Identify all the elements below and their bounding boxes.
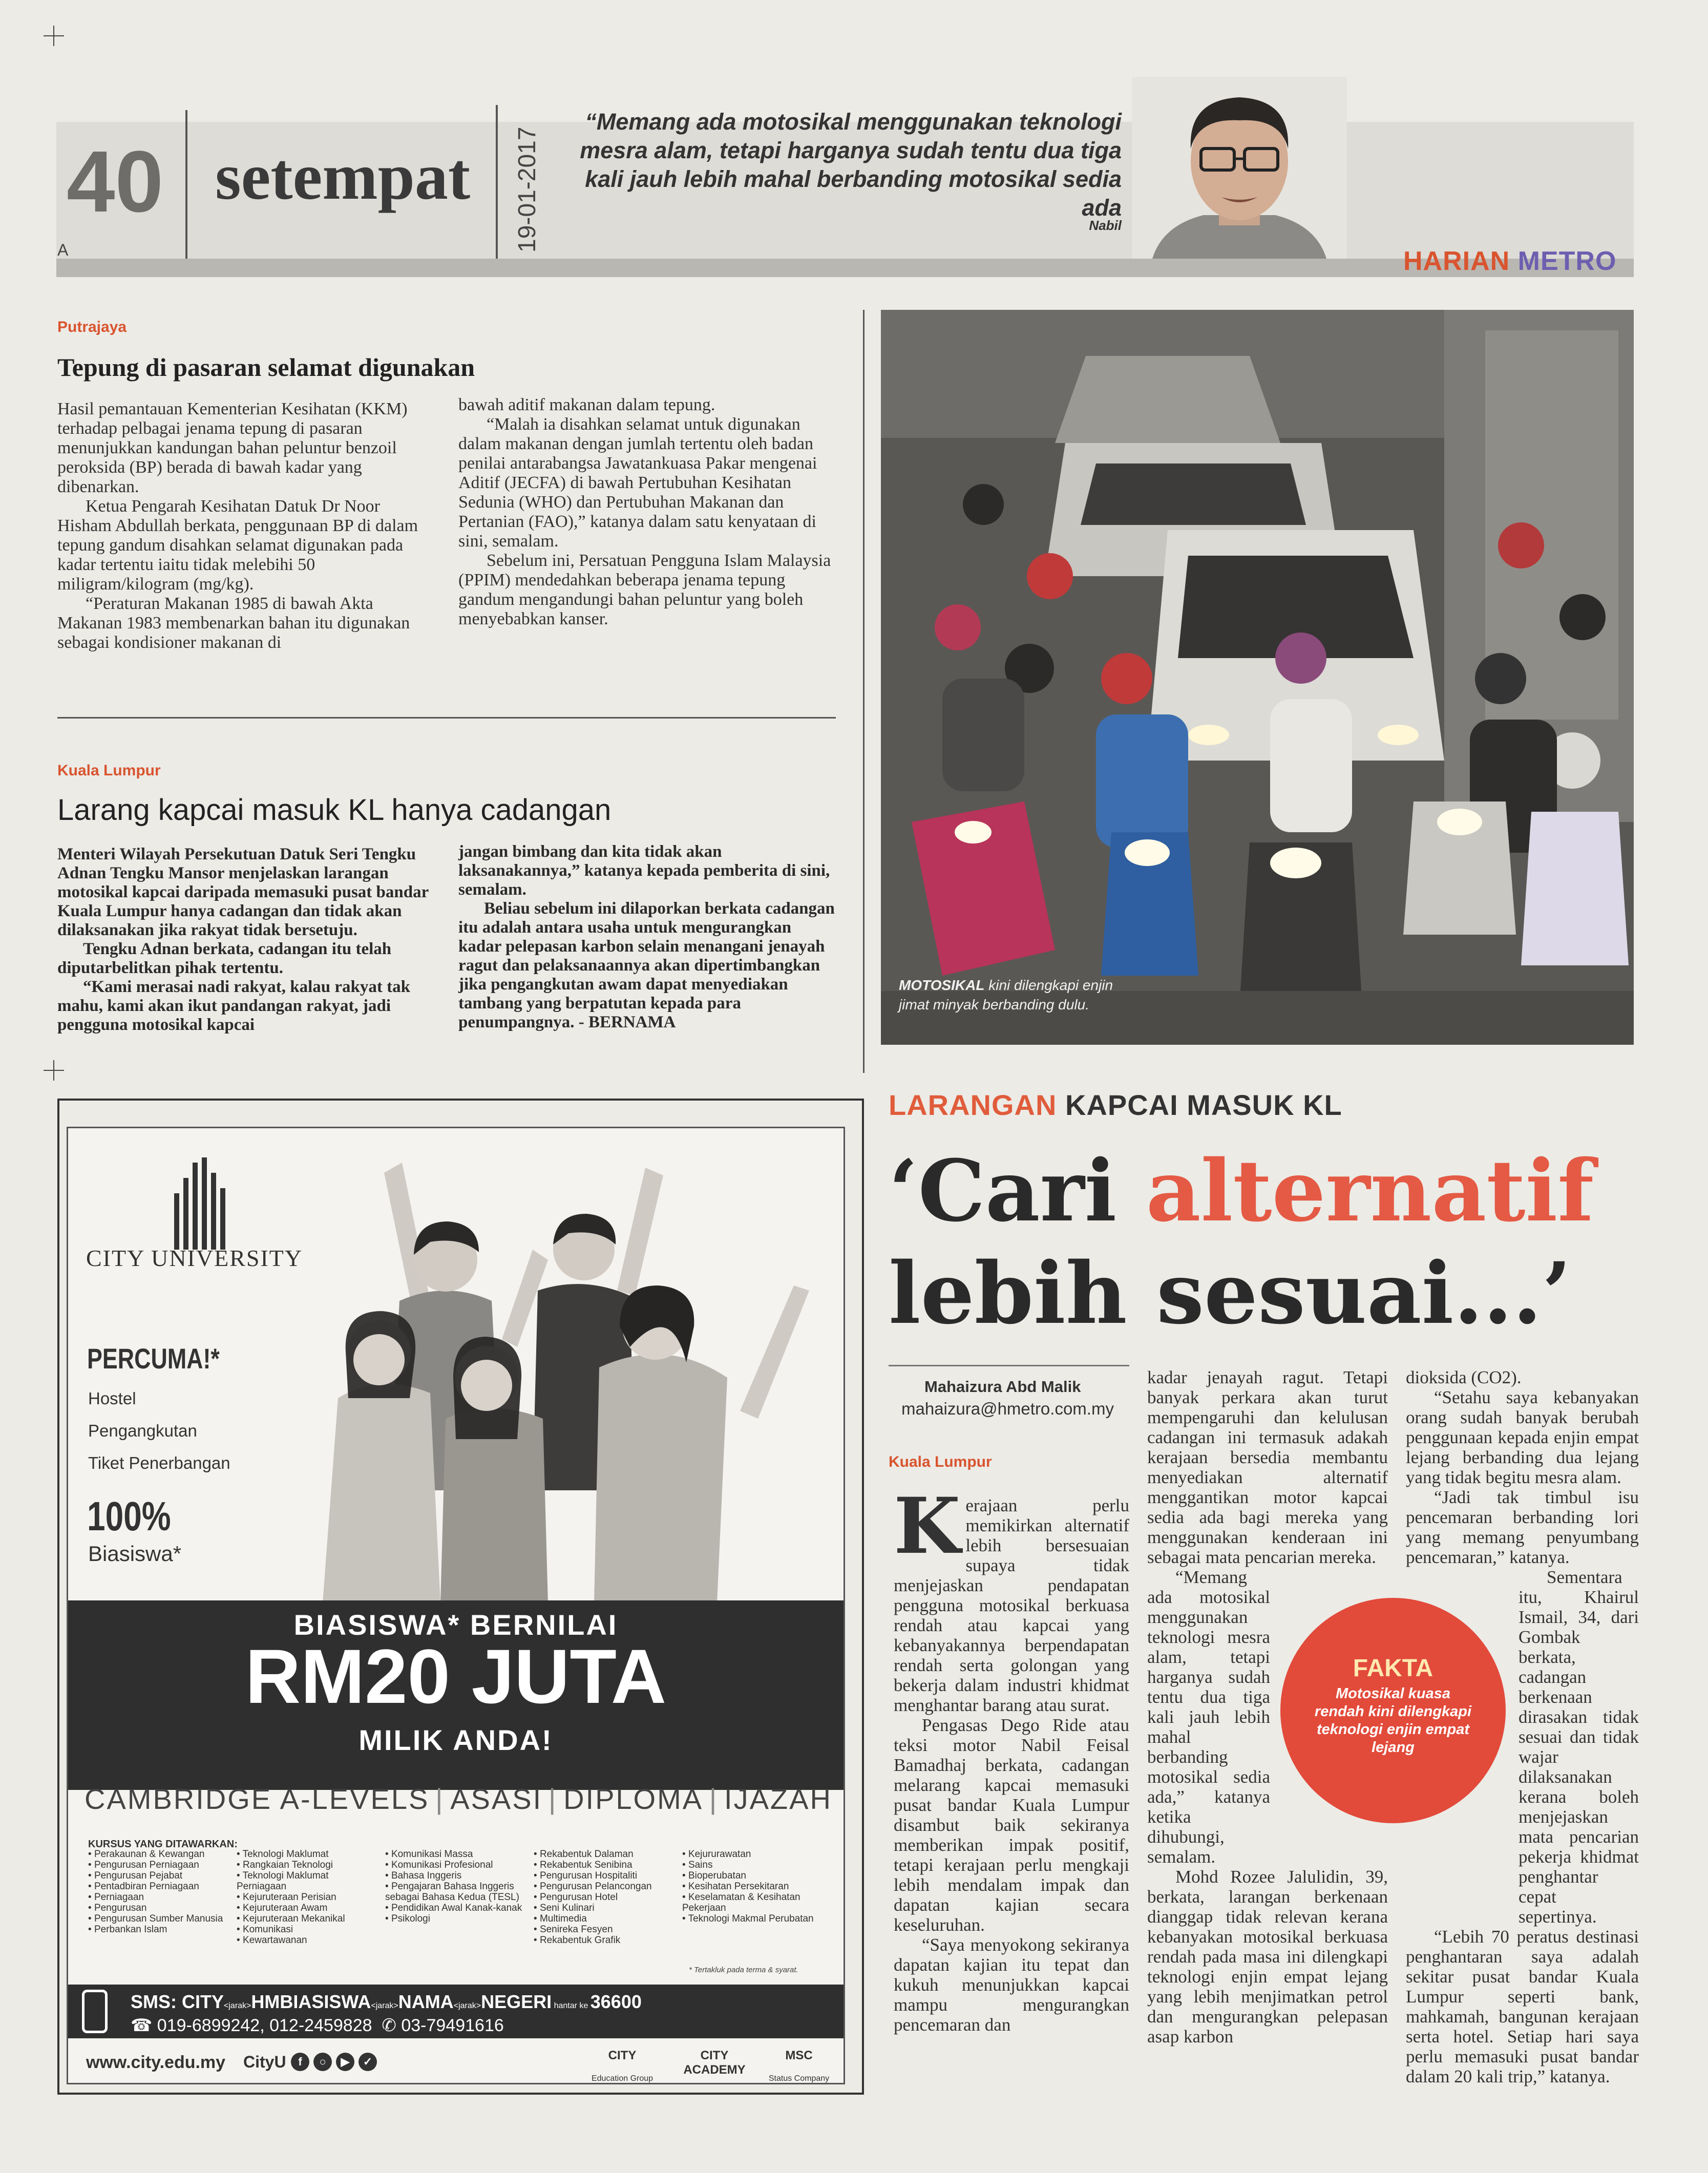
sms-number: 36600 [590, 1991, 642, 2012]
paragraph: jangan bimbang dan kita tidak akan laksanakannya,” katanya kepada pemberita di sini, semalam. [458, 842, 830, 899]
byline-email[interactable]: mahaizura@hmetro.com.my [901, 1399, 1114, 1418]
article1-headline: Tepung di pasaran selamat digunakan [57, 353, 475, 382]
paragraph [894, 1481, 1129, 1715]
paragraph: Sementara itu, Khairul Ismail, 34, dari Gombak berkata, cadangan berkenaan dirasakan tidak sesuai dan tidak wajar dilaksanakan kerana boleh menjejaskan mata pencarian pekerja khidmat penghantar cepat sepertinya. [1519, 1567, 1639, 1927]
issue-date-text: 19-01-2017 [514, 126, 541, 252]
brand-logo-harian: HARIAN [1403, 246, 1510, 276]
fakta-title: FAKTA [1353, 1655, 1433, 1682]
sms-gap: <jarak> [371, 2001, 398, 2010]
paragraph: “Jadi tak timbul isu pencemaran berbanding lori yang memang penyumbang pencemaran,” katanya. [1406, 1487, 1639, 1567]
partner-logo [671, 2049, 758, 2077]
advert-course-column [88, 1849, 226, 1935]
course-item: • Teknologi Maklumat [237, 1849, 375, 1860]
registration-mark [44, 1060, 64, 1081]
course-item: • Rekabentuk Grafik [534, 1935, 672, 1946]
paragraph: Menteri Wilayah Persekutuan Datuk Seri Tengku Adnan Tengku Mansor menjelaskan larangan motosikal kapcai daripada memasuki pusat bandar Kuala Lumpur hanya cadangan dan tidak akan dilaksanakan jika rakyat tidak bersetuju. [57, 845, 429, 939]
course-item: • Rekabentuk Dalaman [534, 1849, 672, 1860]
header-divider [496, 105, 498, 259]
traffic-photo [881, 310, 1634, 1045]
course-item: • Kejururawatan [682, 1849, 831, 1860]
brand-logo-metro: METRO [1517, 246, 1617, 276]
paragraph: bawah aditif makanan dalam tepung. [458, 395, 715, 414]
main-kicker-accent: LARANGAN [889, 1089, 1057, 1121]
youtube-icon[interactable]: ▶ [336, 2053, 354, 2071]
sms-prefix: SMS: CITY [131, 1991, 224, 2012]
advert-free-item: Pengangkutan [88, 1421, 197, 1440]
brand-logo [1403, 246, 1616, 277]
partner-logo [768, 2049, 830, 2083]
course-item: • Psikologi [385, 1913, 523, 1924]
drop-cap: K [894, 1481, 961, 1571]
phone-icon [82, 1990, 108, 2033]
advert-website-link[interactable]: www.city.edu.my [86, 2053, 226, 2072]
column-divider [863, 310, 864, 1073]
main-headline-accent: alternatif [1146, 1141, 1594, 1240]
course-item: • Komunikasi [237, 1924, 375, 1935]
instagram-icon[interactable]: ○ [313, 2053, 332, 2071]
course-item: • Kejuruteraan Mekanikal [237, 1913, 375, 1924]
main-location: Kuala Lumpur [889, 1453, 992, 1470]
advert-course-column [534, 1849, 672, 1946]
partner-logo [584, 2049, 661, 2083]
twitter-icon[interactable]: ✓ [359, 2053, 377, 2071]
program-separator: | [709, 1783, 719, 1815]
course-item: • Bahasa Inggeris [385, 1870, 523, 1881]
header-divider [185, 110, 187, 259]
course-item: • Keselamatan & Kesihatan Pekerjaan [682, 1892, 831, 1913]
header-rule [56, 259, 1634, 277]
paragraph: “Kami merasai nadi rakyat, kalau rakyat tak mahu, kami akan ikut pandangan rakyat, jadi pengguna motosikal kapcai [57, 978, 410, 1034]
program-item: IJAZAH [724, 1783, 832, 1815]
photo-caption-lead: MOTOSIKAL [899, 977, 985, 993]
course-item: • Perniagaan [88, 1892, 226, 1903]
advert-students-photo [277, 1132, 840, 1603]
course-item: • Multimedia [534, 1913, 672, 1924]
advert-free-title: PERCUMA!* [87, 1342, 220, 1375]
advert-programs [85, 1782, 832, 1816]
course-item: • Senireka Fesyen [534, 1924, 672, 1935]
advert-brand-name: CITY UNIVERSITY [86, 1245, 303, 1271]
paragraph: “Lebih 70 peratus destinasi penghantaran saya adalah sekitar pusat bandar Kuala Lumpur seperti bank, mahkamah, bangunan kerajaan serta hotel. Setiap hari saya perlu memasuki pusat bandar dalam 20 kali trip,” katanya. [1406, 1927, 1639, 2086]
main-headline-part2: lebih sesuai...’ [889, 1243, 1572, 1343]
main-kicker-rest: KAPCAI MASUK KL [1057, 1089, 1342, 1121]
course-item: • Bioperubatan [682, 1870, 831, 1881]
byline-rule [889, 1365, 1129, 1366]
course-item: • Kesihatan Persekitaran [682, 1881, 831, 1892]
facebook-icon[interactable]: f [291, 2053, 309, 2071]
photo-caption [899, 976, 1134, 1015]
registration-mark [44, 26, 64, 46]
mobile-numbers: 019-6899242, 012-2459828 [157, 2016, 372, 2035]
course-item: • Pengurusan Pelancongan [534, 1881, 672, 1892]
course-item: • Pengajaran Bahasa Inggeris sebagai Bahasa Kedua (TESL) [385, 1881, 523, 1903]
advert-course-column [385, 1849, 523, 1924]
partner-mark: CITY ACADEMY [683, 2049, 746, 2077]
course-item: • Perakaunan & Kewangan [88, 1849, 226, 1860]
paragraph: kadar jenayah ragut. Tetapi banyak perkara akan turut mempengaruhi dan kelulusan cadangan ini termasuk adakah kerajaan bersedia membantu menyediakan alternatif menggantikan motor kapcai sedia ada bagi mereka yang menggunakan kenderaan ini sebagai mata pencarian mereka. [1147, 1367, 1388, 1567]
article-divider [57, 717, 836, 719]
advert-courses-title: KURSUS YANG DITAWARKAN: [88, 1839, 238, 1850]
course-item: • Rangkaian Teknologi [237, 1860, 375, 1870]
course-item: • Kewartawanan [237, 1935, 375, 1946]
course-item: • Rekabentuk Senibina [534, 1860, 672, 1870]
advert-course-column [682, 1849, 831, 1924]
advert-course-column [237, 1849, 375, 1946]
course-item: • Pengurusan Hotel [534, 1892, 672, 1903]
advert-free-item: Tiket Penerbangan [88, 1453, 230, 1472]
article1-column-2 [458, 395, 835, 629]
office-number: 03-79491616 [401, 2016, 504, 2035]
advert-scholarship-label: Biasiswa* [88, 1542, 182, 1566]
advert-social-label: CityU [243, 2053, 286, 2071]
program-separator: | [435, 1783, 445, 1815]
sms-gap: <jarak> [453, 2001, 481, 2010]
photo-caption-text: kini dilengkapi enjin jimat minyak berbanding dulu. [899, 977, 1113, 1012]
paragraph-text: erajaan perlu memikirkan alternatif lebih bersesuaian supaya tidak menjejaskan pendapatan pengguna motosikal berkuasa rendah atau kapcai yang kebanyakannya berpendapatan rendah serta golongan yang bekerja dalam industri khidmat menghantar barang atau surat. [894, 1495, 1129, 1715]
course-item: • Pentadbiran Perniagaan [88, 1881, 226, 1892]
paragraph: Ketua Pengarah Kesihatan Datuk Dr Noor Hisham Abdullah berkata, penggunaan BP di dalam tepung gandum disahkan selamat digunakan pada kadar tertentu iaitu tidak melebihi 50 miligram/kilogram (mg/kg). [57, 497, 418, 594]
course-item: • Pengurusan Sumber Manusia [88, 1913, 226, 1924]
article2-column-1 [57, 845, 441, 1035]
article2-headline: Larang kapcai masuk KL hanya cadangan [57, 793, 611, 827]
sms-keyword: HMBIASISWA [251, 1991, 371, 2012]
course-item: • Pengurusan Perniagaan [88, 1860, 226, 1870]
fakta-text: Motosikal kuasa rendah kini dilengkapi teknologi enjin empat lejang [1314, 1685, 1472, 1756]
paragraph: Hasil pemantauan Kementerian Kesihatan (KKM) terhadap pelbagai jenama tepung di pasaran menunjukkan kandungan bahan peluntur benzoil peroksida (BP) berada di bawah kadar yang dibenarkan. [57, 399, 408, 496]
paragraph: dioksida (CO2). [1406, 1367, 1522, 1387]
section-name: setempat [215, 140, 471, 214]
article2-column-2 [458, 842, 837, 1032]
course-item: • Pengurusan Pejabat [88, 1870, 226, 1881]
partner-mark: CITY [608, 2049, 637, 2062]
paragraph: Mohd Rozee Jalulidin, 39, berkata, larangan berkenaan dianggap tidak relevan kerana kebanyakan motosikal berkuasa rendah pada masa ini dilengkapi teknologi enjin empat lejang yang lebih menjimatkan petrol dan mengurangkan pelepasan asap karbon [1147, 1867, 1388, 2047]
program-item: CAMBRIDGE A-LEVELS [85, 1783, 430, 1815]
partner-label: Education Group [591, 2074, 653, 2083]
paragraph: “Memang ada motosikal menggunakan teknologi mesra alam, tetapi harganya sudah tentu dua tiga kali jauh lebih mahal berbanding motosikal sedia ada,” katanya ketika dihubungi, semalam. [1147, 1567, 1270, 1867]
sms-state: NEGERI [481, 1991, 552, 2012]
paragraph: Tengku Adnan berkata, cadangan itu telah diputarbelitkan pihak tertentu. [57, 940, 392, 977]
article2-location: Kuala Lumpur [57, 762, 161, 779]
program-separator: | [548, 1783, 558, 1815]
pull-quote-author: Nabil [1089, 218, 1122, 233]
sms-send: hantar ke [552, 2001, 591, 2010]
course-item: • Seni Kulinari [534, 1903, 672, 1913]
course-item: • Kejuruteraan Perisian [237, 1892, 375, 1903]
course-item: • Sains [682, 1860, 831, 1870]
sms-name: NAMA [398, 1991, 454, 2012]
advert-band-amount: RM20 JUTA [245, 1633, 667, 1719]
paragraph: “Setahu saya kebanyakan orang sudah banyak berubah penggunaan kepada enjin empat lejang berbanding dua lejang yang tidak begitu mesra alam. [1406, 1387, 1639, 1487]
paragraph: “Malah ia disahkan selamat untuk digunakan dalam makanan dengan jumlah tertentu oleh badan penilai antarabangsa Jawatankuasa Pakar mengenai Aditif (JECFA) di bawah Pertubuhan Kesihatan Sedunia (WHO) dan Pertubuhan Makanan dan Pertanian (FAO),” katanya dalam satu kenyataan di sini, semalam. [458, 415, 817, 551]
paragraph: Sebelum ini, Persatuan Pengguna Islam Malaysia (PPIM) mendedahkan beberapa jenama tepung gandum mengandungi bahan peluntur yang boleh menyebabkan kanser. [458, 551, 831, 628]
main-headline-part1: ‘Cari [889, 1141, 1146, 1240]
issue-date [513, 117, 542, 252]
paragraph: Pengasas Dego Ride atau teksi motor Nabil Feisal Bamadhaj berkata, cadangan melarang kapcai memasuki pusat bandar Kuala Lumpur disambut baik sekiranya memberikan impak positif, tetapi kerajaan perlu mengkaji lebih mendalam impak dan dapatan kajian secara keseluruhan. [894, 1715, 1129, 1935]
edition-letter: A [57, 241, 69, 259]
course-item: • Perbankan Islam [88, 1924, 226, 1935]
course-item: • Kejuruteraan Awam [237, 1903, 375, 1913]
partner-mark: MSC [785, 2049, 813, 2062]
course-item: • Pengurusan [88, 1903, 226, 1913]
program-item: DIPLOMA [563, 1783, 704, 1815]
advert-scholarship-percent: 100% [87, 1493, 171, 1539]
course-item: • Teknologi Makmal Perubatan [682, 1913, 831, 1924]
main-headline [889, 1140, 1636, 1344]
portrait-photo [1132, 77, 1347, 259]
advert-phones [131, 2015, 504, 2036]
advert-band-line-3: MILIK ANDA! [359, 1724, 553, 1756]
paragraph: “Peraturan Makanan 1985 di bawah Akta Makanan 1983 membenarkan bahan itu digunakan sebagai kondisioner makanan di [57, 594, 410, 652]
advert-sms-line [131, 1991, 642, 2013]
fakta-badge [1280, 1598, 1506, 1823]
whatsapp-icon: ☎ [131, 2016, 157, 2035]
main-column-1 [894, 1481, 1129, 2035]
course-item: • Komunikasi Massa [385, 1849, 523, 1860]
pull-quote: “Memang ada motosikal menggunakan teknologi mesra alam, tetapi harganya sudah tentu dua tiga kali jauh lebih mahal berbanding motosikal sedia ada [580, 109, 1122, 221]
sms-gap: <jarak> [224, 2001, 251, 2010]
city-university-logo-icon [169, 1157, 230, 1250]
article1-location: Putrajaya [57, 319, 127, 335]
advert-footnote: * Tertakluk pada terma & syarat. [689, 1966, 798, 1974]
phone-office-icon: ✆ [372, 2016, 402, 2035]
article1-column-1 [57, 399, 431, 652]
course-item: • Pengurusan Hospitaliti [534, 1870, 672, 1881]
course-item: • Komunikasi Profesional [385, 1860, 523, 1870]
course-item: • Teknologi Maklumat Perniagaan [237, 1870, 375, 1892]
advert-free-item: Hostel [88, 1389, 136, 1408]
page-number: 40 [67, 133, 164, 230]
paragraph: “Saya menyokong sekiranya dapatan kajian itu tepat dan kukuh menunjukkan kapcai mampu mengurangkan pencemaran dan [894, 1935, 1129, 2035]
course-item: • Pendidikan Awal Kanak-kanak [385, 1903, 523, 1913]
byline-name: Mahaizura Abd Malik [924, 1378, 1081, 1396]
partner-label: Status Company [768, 2074, 830, 2083]
advert-band-line-1: BIASISWA* BERNILAI [293, 1609, 618, 1641]
main-kicker [889, 1088, 1342, 1122]
program-item: ASASI [450, 1783, 543, 1815]
paragraph: Beliau sebelum ini dilaporkan berkata cadangan itu adalah antara usaha untuk mengurangkan kadar pelepasan karbon selain menangani jenayah ragut dan pelaksanaannya akan dipertimbangkan jika pengangkutan awam dapat menyediakan tambang yang berpatutan kepada para penumpangnya. - BERNAMA [458, 899, 835, 1031]
